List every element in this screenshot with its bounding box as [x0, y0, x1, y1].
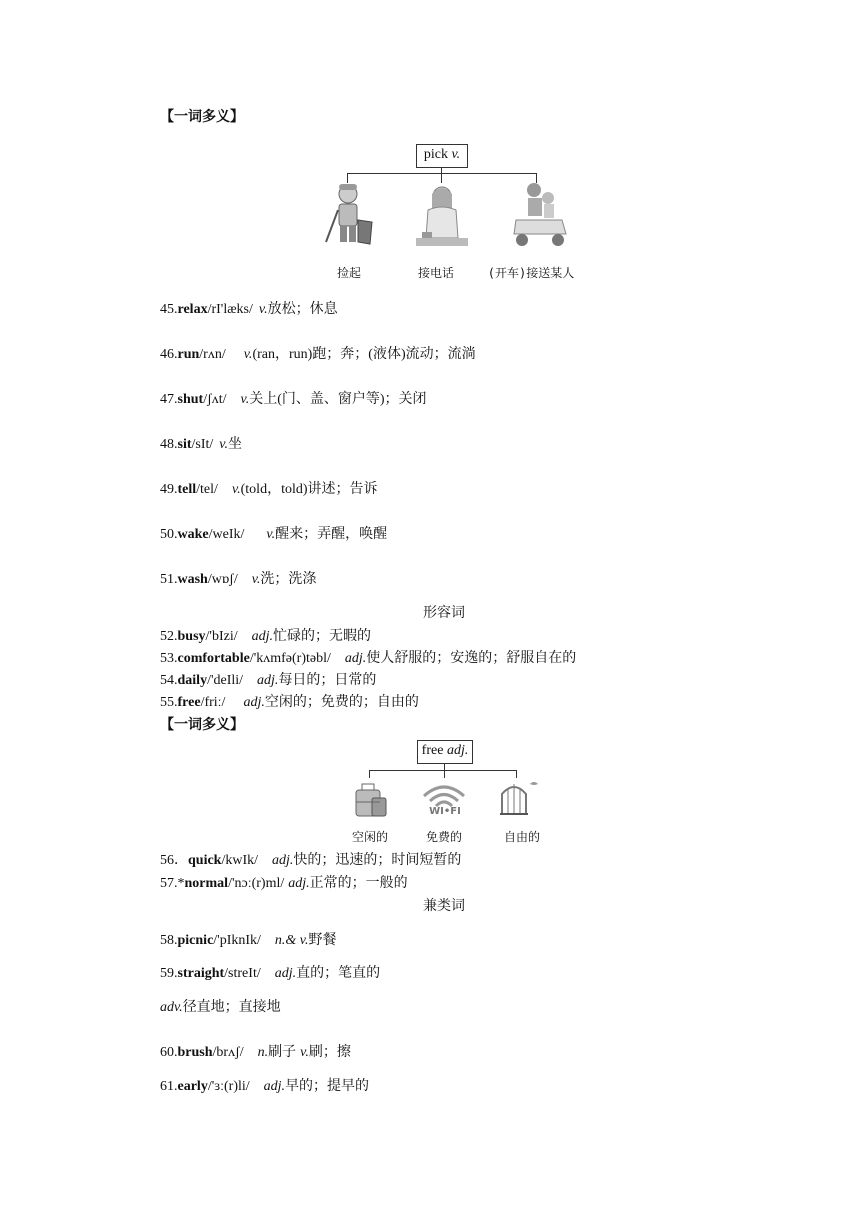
polysemy-heading-2: 【一词多义】	[160, 717, 244, 733]
polysemy-heading-1: 【一词多义】	[160, 109, 244, 125]
woman-on-phone-icon	[412, 180, 472, 250]
entry-57: 57.*normal/'nɔː(r)ml/ adj.正常的；一般的	[160, 876, 408, 891]
entry-59-adv: adv.径直地；直接地	[160, 1000, 281, 1015]
entry-55: 55.free/friː/ adj.空闲的；免费的；自由的	[160, 695, 419, 710]
entry-50: 50.wake/weIk/ v.醒来；弄醒，唤醒	[160, 527, 388, 542]
pick-caption-3: (开车)接送某人	[487, 266, 575, 280]
free-caption-2: 免费的	[425, 830, 462, 844]
entry-52: 52.busy/'bIzi/ adj.忙碌的；无暇的	[160, 629, 371, 644]
pick-word: pick	[423, 147, 448, 162]
entry-47: 47.shut/ʃʌt/ v.关上(门、盖、窗户等)；关闭	[160, 392, 427, 407]
entry-49: 49.tell/tel/ v.(told，told)讲述；告诉	[160, 482, 378, 497]
section-multi-category: 兼类词	[423, 898, 465, 914]
scooter-ride-icon	[506, 180, 570, 250]
entry-60: 60.brush/brʌʃ/ n.刷子 v.刷；擦	[160, 1045, 351, 1060]
pick-word-box	[416, 144, 468, 168]
birdcage-icon	[496, 778, 540, 820]
entry-48: 48.sit/sIt/ v.坐	[160, 437, 242, 452]
entry-53: 53.comfortable/'kʌmfə(r)təbl/ adj.使人舒服的；安逸的；舒服自在的	[160, 651, 577, 666]
entry-56: 56．quick/kwIk/ adj.快的；迅速的；时间短暂的	[160, 853, 462, 868]
entry-61: 61.early/'ɜː(r)li/ adj.早的；提早的	[160, 1079, 370, 1094]
pick-diagram	[300, 140, 600, 290]
pick-pos: v.	[451, 147, 461, 162]
entry-45: 45.relax/rI'læks/ v.放松；休息	[160, 302, 338, 317]
free-caption-1: 空闲的	[351, 830, 388, 844]
free-caption-3: 自由的	[503, 830, 540, 844]
free-pos: adj.	[446, 743, 469, 758]
wifi-text: WI•FI	[429, 806, 461, 817]
entry-58: 58.picnic/'pIknIk/ n.& v.野餐	[160, 933, 337, 948]
boy-picking-up-trash-icon	[320, 180, 380, 250]
entry-51: 51.wash/wɒʃ/ v.洗；洗涤	[160, 572, 317, 587]
entry-46: 46.run/rʌn/ v.(ran，run)跑；奔；(液体)流动；流淌	[160, 347, 476, 362]
section-adjectives: 形容词	[423, 605, 465, 621]
free-word: free	[421, 743, 444, 758]
pick-caption-2: 接电话	[417, 266, 454, 280]
free-diagram	[330, 738, 570, 848]
luggage-icon	[350, 780, 390, 820]
pick-caption-1: 捡起	[336, 266, 361, 280]
free-word-box	[417, 740, 473, 764]
entry-54: 54.daily/'deIli/ adj.每日的；日常的	[160, 673, 377, 688]
entry-59: 59.straight/streIt/ adj.直的；笔直的	[160, 966, 381, 981]
